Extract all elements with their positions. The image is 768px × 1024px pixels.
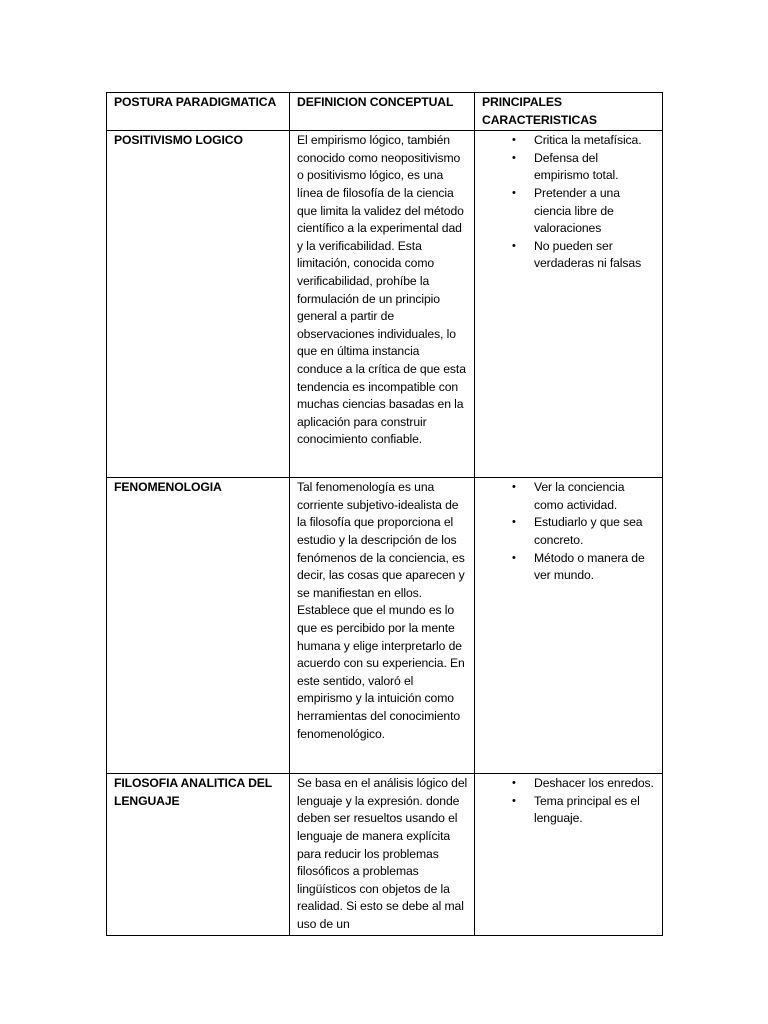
bullet-icon: • xyxy=(512,186,516,199)
table-header-row xyxy=(107,93,663,131)
header-postura: POSTURA PARADIGMATICA xyxy=(107,93,290,131)
header-definicion: DEFINICION CONCEPTUAL xyxy=(290,93,475,131)
table-row xyxy=(107,131,663,478)
list-item: • Defensa del empirismo total. xyxy=(512,150,619,183)
list-item: • Deshacer los enredos. xyxy=(512,775,656,793)
list-item: • Tema principal es el lenguaje. xyxy=(512,793,640,826)
bullet-icon: • xyxy=(512,134,516,147)
header-caracteristicas: PRINCIPALES CARACTERISTICAS xyxy=(475,93,663,131)
paradigm-table xyxy=(106,92,663,936)
list-item: • Pretender a una ciencia libre de valoraciones xyxy=(512,185,620,236)
bullet-icon: • xyxy=(512,239,516,252)
caracteristicas-cell xyxy=(475,131,663,478)
postura-cell: FENOMENOLOGIA xyxy=(107,478,290,774)
definicion-cell: Tal fenomenología es una corriente subjetivo-idealista de la filosofía que proporciona el estudio y la descripción de los fenómenos de la conciencia, es decir, las cosas que aparecen y se manifiestan en ellos. Establece que el mundo es lo que es percibido por la mente humana y elige interpretarlo de acuerdo con su experiencia. En este sentido, valoró el empirismo y la intuición como herramientas del conocimiento fenomenológico. xyxy=(290,478,475,774)
bullet-icon: • xyxy=(512,794,516,807)
caracteristicas-cell xyxy=(475,478,663,774)
definicion-cell: El empirismo lógico, también conocido como neopositivismo o positivismo lógico, es una línea de filosofía de la ciencia que limita la validez del método científico a la experimental dad y la verificabilidad. Esta limitación, conocida como verificabilidad, prohíbe la formulación de un principio general a partir de observaciones individuales, lo que en última instancia conduce a la crítica de que esta tendencia es incompatible con muchas ciencias basadas en la aplicación para construir conocimiento confiable. xyxy=(290,131,475,478)
bullet-list xyxy=(482,479,656,585)
postura-cell: FILOSOFIA ANALITICA DEL LENGUAJE xyxy=(107,774,290,935)
caracteristicas-cell xyxy=(475,774,663,935)
bullet-icon: • xyxy=(512,481,516,494)
list-item: • Método o manera de ver mundo. xyxy=(512,550,645,583)
list-item: • Estudiarlo y que sea concreto. xyxy=(512,515,643,547)
bullet-icon: • xyxy=(512,151,516,164)
list-item: • No pueden ser verdaderas ni falsas xyxy=(512,238,642,271)
bullet-list xyxy=(482,775,656,828)
table-row xyxy=(107,478,663,774)
table-row xyxy=(107,774,663,935)
list-item: • Critica la metafísica. xyxy=(512,132,656,150)
bullet-icon: • xyxy=(512,777,516,790)
bullet-list xyxy=(482,132,656,273)
list-item: • Ver la conciencia como actividad. xyxy=(512,480,625,512)
bullet-icon: • xyxy=(512,551,516,564)
definicion-cell: Se basa en el análisis lógico del lenguaje y la expresión. donde deben ser resueltos usando el lenguaje de manera explícita para reducir los problemas filosóficos a problemas lingüísticos con objetos de la realidad. Si esto se debe al mal uso de un xyxy=(290,774,475,935)
postura-cell: POSITIVISMO LOGICO xyxy=(107,131,290,478)
bullet-icon: • xyxy=(512,516,516,529)
